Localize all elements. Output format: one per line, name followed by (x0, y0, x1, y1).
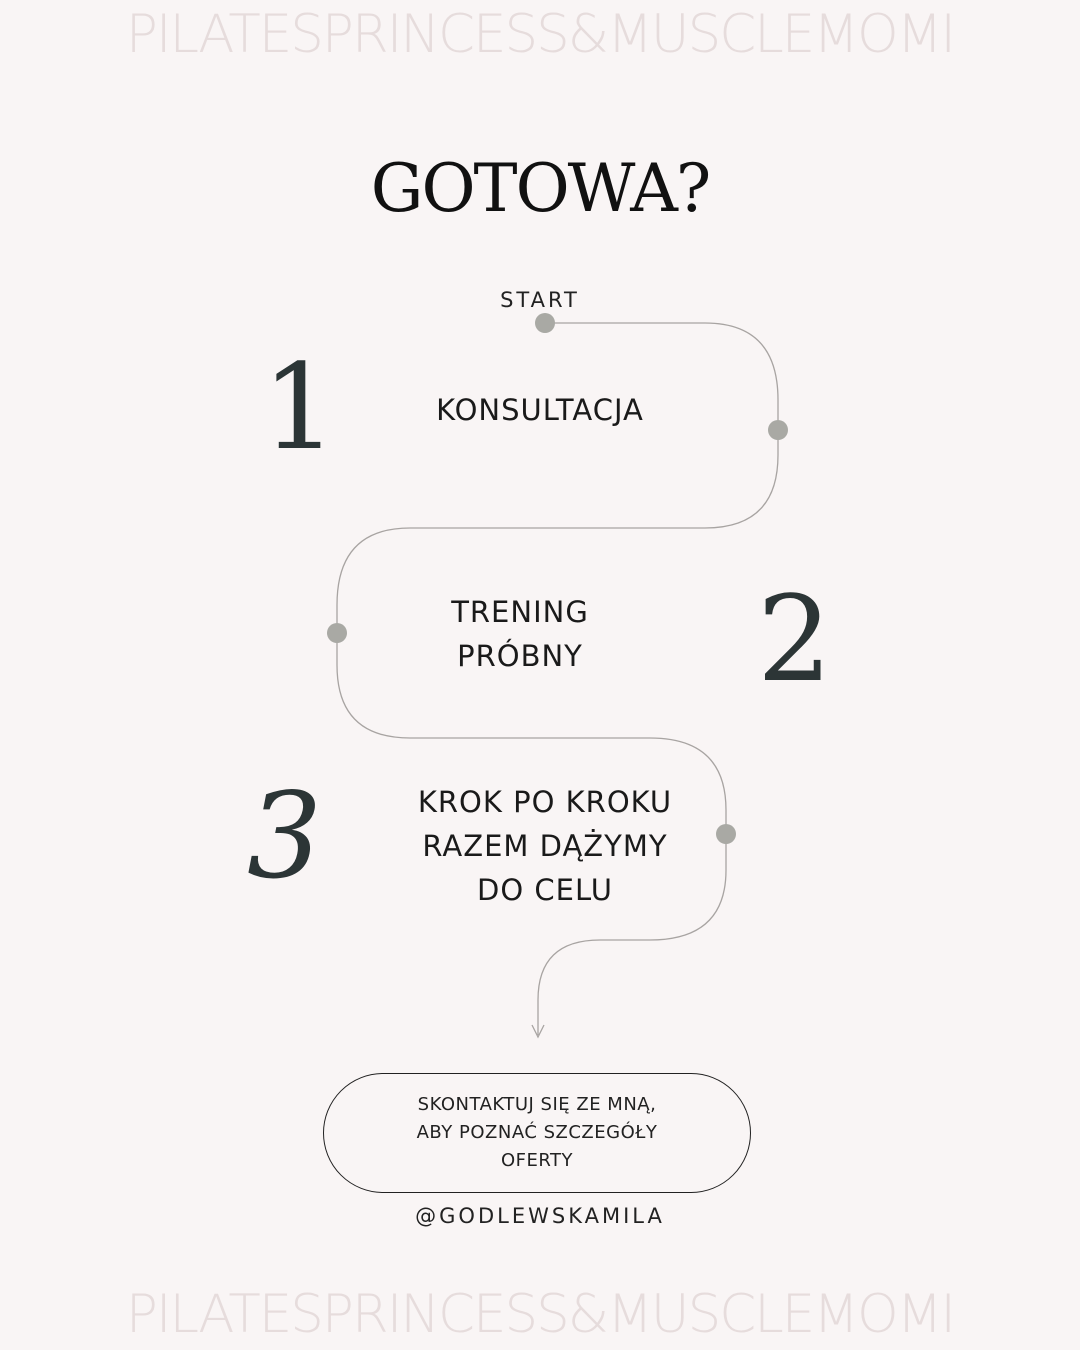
step-1-line-1: KONSULTACJA (436, 393, 644, 427)
step-number-3: 3 (247, 767, 323, 905)
contact-pill (323, 1073, 751, 1193)
step-2-text (370, 590, 670, 678)
start-label: START (500, 288, 580, 312)
page-title: GOTOWA? (370, 150, 710, 227)
step-3-line-2: RAZEM DĄŻYMY (422, 829, 668, 863)
contact-line-3: OFERTY (500, 1150, 574, 1171)
instagram-handle: @GODLEWSKAMILA (415, 1204, 665, 1228)
step-3-text (360, 780, 730, 912)
step-2-line-2: PRÓBNY (457, 639, 583, 673)
step-3-line-3: DO CELU (477, 873, 613, 907)
watermark-top: PILATESPRINCESS&MUSCLEMOMI (125, 4, 955, 65)
step-number-1: 1 (262, 338, 338, 476)
contact-line-2: ABY POZNAĆ SZCZEGÓŁY (416, 1122, 658, 1143)
step-3-line-1: KROK PO KROKU (417, 785, 673, 819)
step-2-line-1: TRENING (451, 595, 589, 629)
watermark-bottom: PILATESPRINCESS&MUSCLEMOMI (125, 1284, 955, 1345)
step-1-text (380, 388, 700, 432)
path-dot-start (535, 313, 555, 333)
path-dot-1 (768, 420, 788, 440)
step-number-2: 2 (757, 570, 833, 708)
contact-line-1: SKONTAKTUJ SIĘ ZE MNĄ, (417, 1094, 657, 1115)
path-dot-2 (327, 623, 347, 643)
contact-text (417, 1091, 658, 1175)
